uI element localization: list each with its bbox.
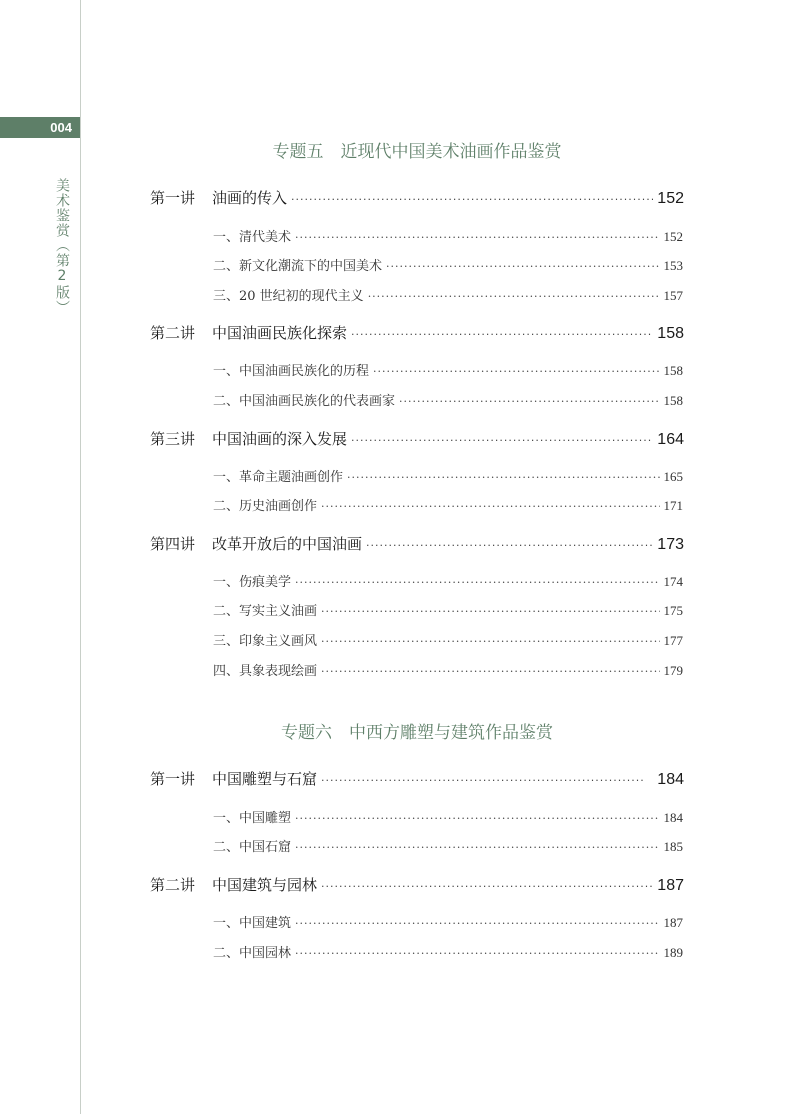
dot-leader — [351, 434, 653, 447]
page-ref: 179 — [663, 663, 683, 678]
page-ref: 187 — [657, 877, 684, 894]
dot-leader — [321, 880, 653, 893]
page-ref: 173 — [657, 536, 684, 553]
dot-leader — [368, 290, 660, 303]
toc-lecture-row[interactable] — [150, 187, 684, 208]
page-ref: 175 — [663, 603, 683, 618]
item-title: 三、20 世纪初的现代主义 — [213, 289, 364, 304]
dot-leader — [295, 917, 659, 930]
page-ref: 174 — [663, 574, 683, 589]
item-title: 三、印象主义画风 — [213, 634, 318, 649]
toc-item-row[interactable] — [213, 571, 683, 590]
toc-lecture-row[interactable] — [150, 768, 684, 789]
toc-lecture-row[interactable] — [150, 322, 684, 343]
dot-leader — [291, 193, 653, 206]
page-ref: 177 — [663, 633, 683, 648]
page-ref: 158 — [657, 325, 684, 342]
page-ref: 165 — [663, 469, 683, 484]
lecture-title: 中国建筑与园林 — [212, 876, 318, 894]
lecture-number: 第二讲 — [150, 876, 196, 894]
item-title: 一、中国建筑 — [213, 916, 292, 931]
item-title: 二、中国油画民族化的代表画家 — [213, 394, 396, 409]
dot-leader — [386, 260, 659, 273]
item-title: 二、历史油画创作 — [213, 499, 318, 514]
page-ref: 158 — [663, 363, 683, 378]
item-title: 一、中国油画民族化的历程 — [213, 364, 370, 379]
page-ref: 184 — [657, 771, 684, 788]
dot-leader — [321, 774, 643, 787]
item-title: 二、写实主义油画 — [213, 604, 318, 619]
dot-leader — [351, 328, 653, 341]
toc-item-row[interactable] — [213, 360, 683, 379]
page-ref: 189 — [663, 945, 683, 960]
toc-item-row[interactable] — [213, 942, 683, 961]
page-ref: 185 — [663, 839, 683, 854]
page-ref: 171 — [663, 498, 683, 513]
toc-item-row[interactable] — [213, 600, 683, 619]
lecture-title: 中国油画的深入发展 — [212, 430, 348, 448]
dot-leader — [321, 605, 659, 618]
lecture-number: 第二讲 — [150, 324, 196, 342]
lecture-title: 改革开放后的中国油画 — [212, 535, 363, 553]
lecture-number: 第三讲 — [150, 430, 196, 448]
toc-item-row[interactable] — [213, 807, 683, 826]
lecture-number: 第一讲 — [150, 770, 196, 788]
lecture-number: 第一讲 — [150, 189, 196, 207]
item-title: 四、具象表现绘画 — [213, 664, 318, 679]
page-ref: 184 — [663, 810, 683, 825]
item-title: 二、中国石窟 — [213, 840, 292, 855]
toc-item-row[interactable] — [213, 226, 683, 245]
dot-leader — [366, 539, 653, 552]
item-title: 一、清代美术 — [213, 230, 292, 245]
toc-item-row[interactable] — [213, 660, 683, 679]
dot-leader — [321, 665, 659, 678]
page-ref: 164 — [657, 431, 684, 448]
dot-leader — [295, 947, 659, 960]
item-title: 一、伤痕美学 — [213, 575, 292, 590]
dot-leader — [399, 395, 659, 408]
section-title-5: 专题五 近现代中国美术油画作品鉴赏 — [272, 142, 562, 162]
item-title: 一、中国雕塑 — [213, 811, 292, 826]
item-title: 二、新文化潮流下的中国美术 — [213, 259, 383, 274]
dot-leader — [321, 635, 659, 648]
lecture-title: 中国雕塑与石窟 — [212, 770, 318, 788]
section-title-6: 专题六 中西方雕塑与建筑作品鉴赏 — [281, 723, 553, 743]
item-title: 二、中国园林 — [213, 946, 292, 961]
toc-item-row[interactable] — [213, 285, 683, 304]
page-ref: 158 — [663, 393, 683, 408]
dot-leader — [295, 231, 659, 244]
toc-item-row[interactable] — [213, 495, 683, 514]
lecture-title: 中国油画民族化探索 — [212, 324, 348, 342]
toc-lecture-row[interactable] — [150, 874, 684, 895]
lecture-number: 第四讲 — [150, 535, 196, 553]
dot-leader — [295, 841, 659, 854]
toc-item-row[interactable] — [213, 630, 683, 649]
toc-item-row[interactable] — [213, 390, 683, 409]
toc-lecture-row[interactable] — [150, 428, 684, 449]
toc-item-row[interactable] — [213, 466, 683, 485]
dot-leader — [373, 365, 659, 378]
page-number-tab: 004 — [0, 117, 80, 138]
toc-item-row[interactable] — [213, 255, 683, 274]
lecture-title: 油画的传入 — [212, 189, 288, 207]
page-ref: 152 — [663, 229, 683, 244]
page-ref: 153 — [663, 258, 683, 273]
item-title: 一、革命主题油画创作 — [213, 470, 344, 485]
dot-leader — [295, 576, 659, 589]
toc-item-row[interactable] — [213, 912, 683, 931]
page-ref: 157 — [663, 288, 683, 303]
dot-leader — [295, 812, 659, 825]
toc-item-row[interactable] — [213, 836, 683, 855]
dot-leader — [321, 500, 659, 513]
book-title-vertical: 美术鉴赏（第2版） — [54, 178, 70, 315]
page-ref: 187 — [663, 915, 683, 930]
margin-rule — [80, 0, 81, 1114]
dot-leader — [347, 471, 659, 484]
page-ref: 152 — [657, 190, 684, 207]
toc-lecture-row[interactable] — [150, 533, 684, 554]
